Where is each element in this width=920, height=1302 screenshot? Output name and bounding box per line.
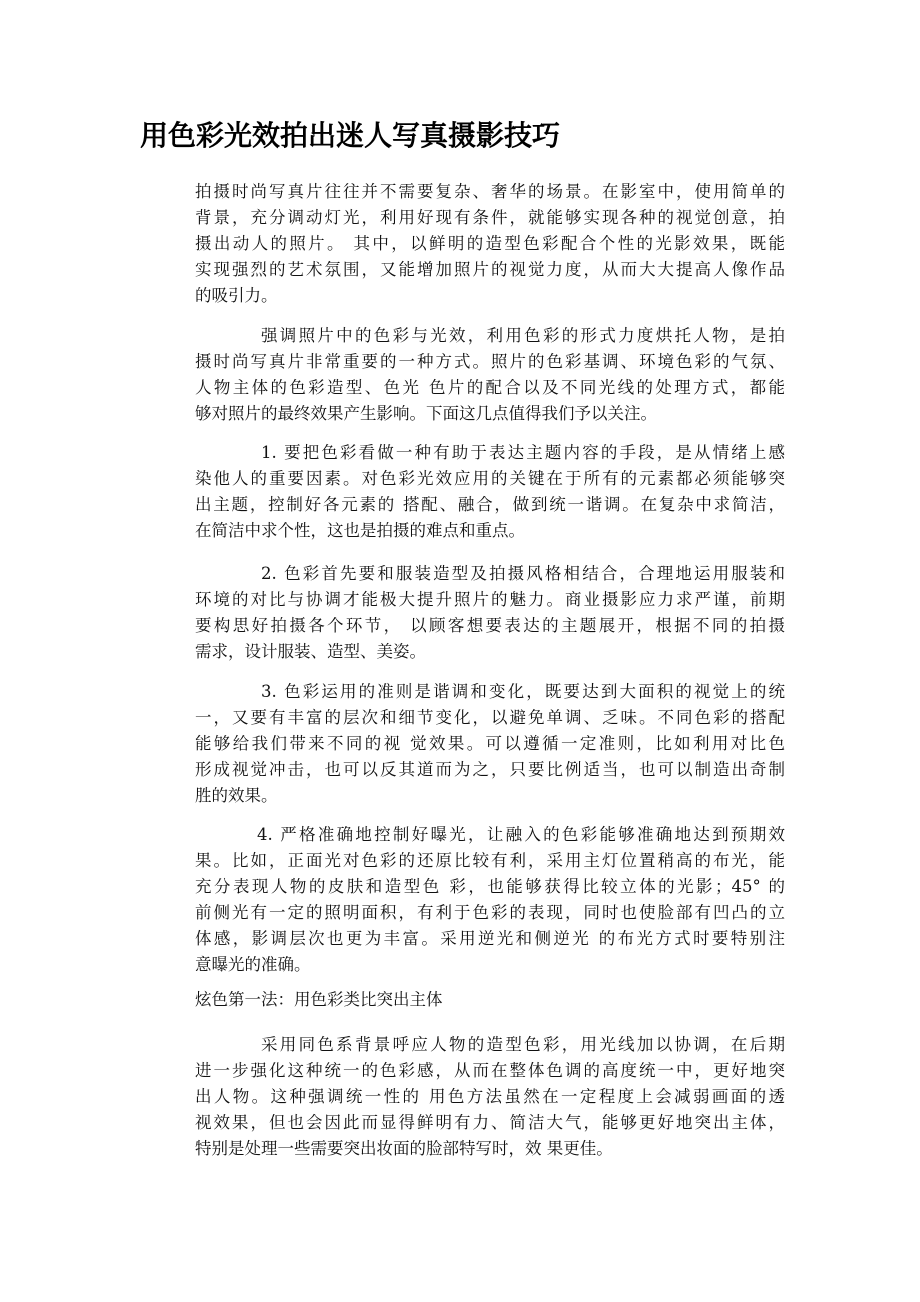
text-line: 要构思好拍摄各个环节， 以顾客想要表达的主题展开，根据不同的拍摄 <box>195 616 785 635</box>
text-line: 在简洁中求个性，这也是拍摄的难点和重点。 <box>195 521 525 540</box>
text-line: 3. 色彩运用的准则是谐调和变化，既要达到大面积的视觉上的统 <box>261 682 785 701</box>
text-line: 4. 严格准确地控制好曝光，让融入的色彩能够准确地达到预期效 <box>257 825 785 844</box>
text-line: 进一步强化这种统一的色彩感，从而在整体色调的高度统一中，更好地突 <box>195 1061 785 1080</box>
text-line: 能够给我们带来不同的视 觉效果。可以遵循一定准则，比如利用对比色 <box>195 734 785 753</box>
text-line: 拍摄时尚写真片往往并不需要复杂、奢华的场景。在影室中，使用简单的 <box>195 182 785 201</box>
text-line: 胜的效果。 <box>195 786 278 805</box>
text-line: 环境的对比与协调才能极大提升照片的魅力。商业摄影应力求严谨，前期 <box>195 590 785 609</box>
text-line: 2. 色彩首先要和服装造型及拍摄风格相结合，合理地运用服装和 <box>261 564 785 583</box>
text-line: 意曝光的准确。 <box>195 955 311 974</box>
text-line: 采用同色系背景呼应人物的造型色彩，用光线加以协调，在后期 <box>261 1035 785 1054</box>
paragraph-point-3 <box>195 679 785 809</box>
paragraph-point-2 <box>195 561 785 665</box>
text-line: 实现强烈的艺术氛围，又能增加照片的视觉力度，从而大大提高人像作品 <box>195 260 785 279</box>
text-line: 体感，影调层次也更为丰富。采用逆光和侧逆光 的布光方式时要特别注 <box>195 929 785 948</box>
text-line: 背景，充分调动灯光，利用好现有条件，就能够实现各种的视觉创意，拍 <box>195 208 785 227</box>
text-line: 人物主体的色彩造型、色光 色片的配合以及不同光线的处理方式，都能 <box>195 378 785 397</box>
text-line: 够对照片的最终效果产生影响。下面这几点值得我们予以关注。 <box>195 404 657 423</box>
text-line: 出主题，控制好各元素的 搭配、融合，做到统一谐调。在复杂中求简洁， <box>195 495 785 514</box>
text-line: 视效果，但也会因此而显得鲜明有力、简洁大气，能够更好地突出主体， <box>195 1113 785 1132</box>
text-line: 的吸引力。 <box>195 286 278 305</box>
document-title: 用色彩光效拍出迷人写真摄影技巧 <box>140 119 561 152</box>
text-line: 出人物。这种强调统一性的 用色方法虽然在一定程度上会减弱画面的透 <box>195 1087 785 1106</box>
text-line: 形成视觉冲击，也可以反其道而为之，只要比例适当，也可以制造出奇制 <box>195 760 785 779</box>
paragraph-section <box>195 1032 785 1162</box>
text-line: 强调照片中的色彩与光效，利用色彩的形式力度烘托人物，是拍 <box>261 326 785 345</box>
text-line: 充分表现人物的皮肤和造型色 彩，也能够获得比较立体的光影；45° 的 <box>195 877 785 896</box>
text-line: 染他人的重要因素。对色彩光效应用的关键在于所有的元素都必须能够突 <box>195 469 785 488</box>
section-heading: 炫色第一法：用色彩类比突出主体 <box>195 990 443 1009</box>
paragraph-intro <box>195 179 785 309</box>
text-line: 1. 要把色彩看做一种有助于表达主题内容的手段，是从情绪上感 <box>261 443 785 462</box>
text-line: 需求，设计服装、造型、美姿。 <box>195 642 426 661</box>
text-line: 一，又要有丰富的层次和细节变化，以避免单调、乏味。不同色彩的搭配 <box>195 708 785 727</box>
text-line: 特别是处理一些需要突出妆面的脸部特写时，效 果更佳。 <box>195 1139 613 1158</box>
text-line: 果。比如，正面光对色彩的还原比较有利，采用主灯位置稍高的布光，能 <box>195 851 785 870</box>
paragraph-emphasis <box>195 323 785 427</box>
paragraph-point-4 <box>195 822 785 978</box>
text-line: 摄时尚写真片非常重要的一种方式。照片的色彩基调、环境色彩的气氛、 <box>195 352 785 371</box>
paragraph-point-1 <box>195 440 785 544</box>
text-line: 摄出动人的照片。 其中，以鲜明的造型色彩配合个性的光影效果，既能 <box>195 234 785 253</box>
text-line: 前侧光有一定的照明面积，有利于色彩的表现，同时也使脸部有凹凸的立 <box>195 903 785 922</box>
